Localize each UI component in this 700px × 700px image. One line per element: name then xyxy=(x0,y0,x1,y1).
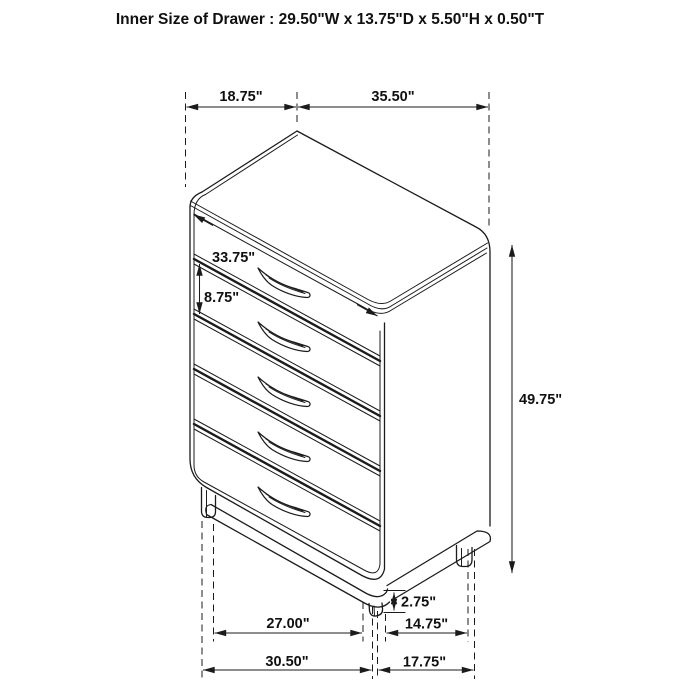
base-front-rail-top xyxy=(211,505,388,597)
front-leg-inner xyxy=(374,606,375,616)
dim-label-base-inner-width: 27.00" xyxy=(266,616,310,632)
chest-back-left-edge xyxy=(202,131,297,192)
front-face-inner xyxy=(194,215,380,573)
dim-label-base-width: 30.50" xyxy=(265,654,309,670)
dim-label-base-depth: 17.75" xyxy=(402,654,447,671)
chest-top-left-corner-inner xyxy=(194,195,206,216)
dim-label-leg-height: 2.75" xyxy=(401,594,437,611)
dim-label-top-width: 35.50" xyxy=(371,89,415,105)
chest-back-left-edge-inner xyxy=(206,135,298,195)
base-front-rail-bottom xyxy=(207,515,390,608)
drawer-handle xyxy=(258,322,310,352)
chest-back-right-edge xyxy=(297,131,490,526)
extension-lines xyxy=(186,92,490,679)
dim-label-front-width: 33.75" xyxy=(212,250,256,266)
diagram-title: Inner Size of Drawer : 29.50"W x 13.75"D x 5.50"H x 0.50"T xyxy=(115,11,545,28)
drawer-handle xyxy=(258,377,310,407)
drawer-handle xyxy=(258,432,310,462)
front-leg xyxy=(369,603,383,616)
dim-label-top-depth: 18.75" xyxy=(219,89,263,105)
dim-arrow-front-width-right xyxy=(357,305,378,317)
right-leg xyxy=(457,546,473,567)
dim-label-base-inner-depth: 14.75" xyxy=(404,616,449,633)
dim-label-overall-height: 49.75" xyxy=(519,392,563,408)
dimension-lines xyxy=(187,107,513,670)
drawer-handle xyxy=(258,487,310,517)
chest-drawing xyxy=(190,131,490,616)
dimension-labels xyxy=(204,89,562,671)
dim-label-drawer-height: 8.75" xyxy=(204,290,240,306)
drawer-handles xyxy=(258,268,310,517)
